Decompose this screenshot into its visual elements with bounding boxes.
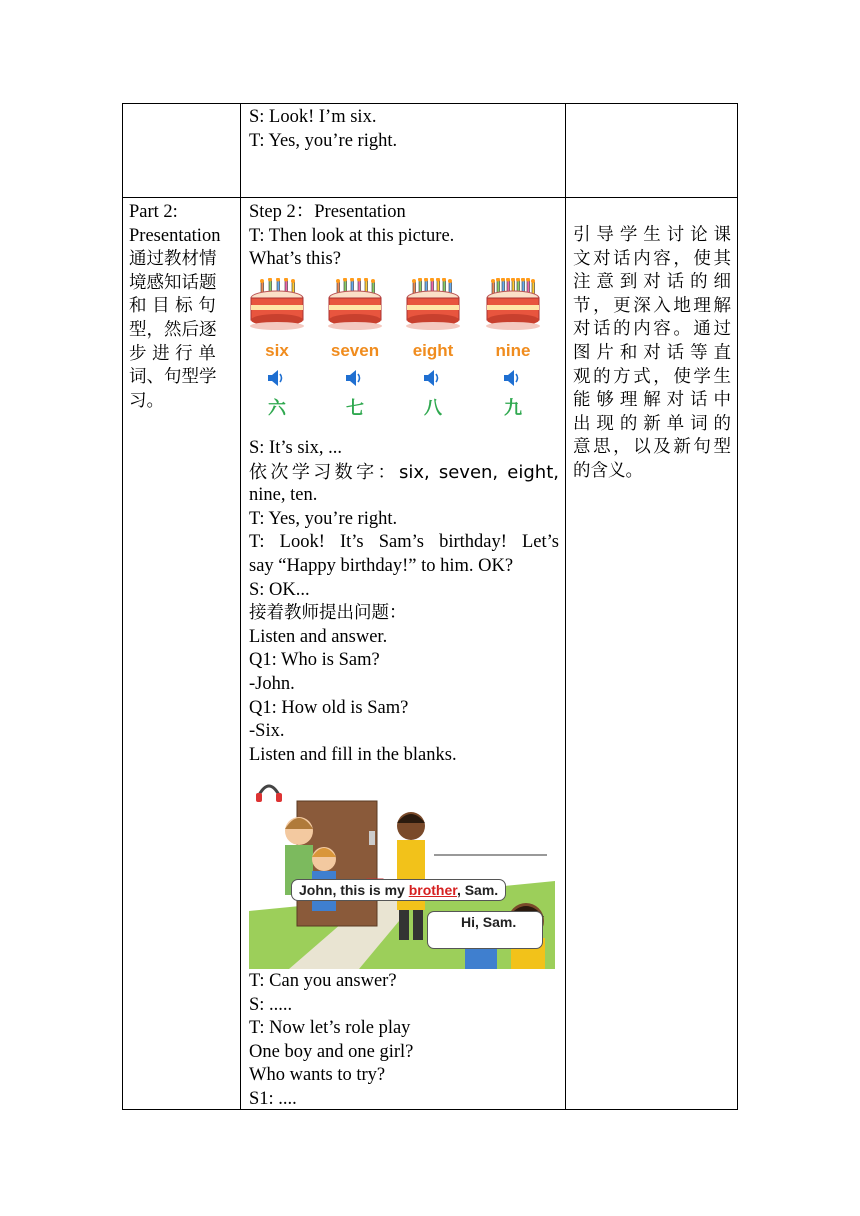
bubble-1-pre: John, this is my bbox=[299, 882, 409, 898]
chinese-number: 七 bbox=[346, 398, 364, 419]
cake-icon bbox=[327, 278, 383, 336]
text-line: T: Then look at this picture. bbox=[249, 225, 455, 246]
text-line: S: ..... bbox=[249, 994, 293, 1015]
step-title: Step 2：Presentation bbox=[249, 202, 406, 222]
text-line: T: Now let’s role play bbox=[249, 1018, 411, 1039]
bubble-1 bbox=[291, 879, 506, 901]
text-line: -John. bbox=[249, 673, 295, 694]
text-line: T: Yes, you’re right. bbox=[249, 130, 398, 151]
intent-line: 出现的新单词的 bbox=[573, 413, 731, 434]
part-desc-line: 境感知话题 bbox=[129, 272, 217, 293]
dialogue-picture bbox=[249, 771, 555, 969]
bubble-1-answer: brother bbox=[408, 882, 457, 898]
text-line: S1: .... bbox=[249, 1088, 297, 1109]
cake-icon bbox=[405, 278, 461, 336]
text-line: S: It’s six, ... bbox=[249, 438, 343, 458]
text-line: S: OK... bbox=[249, 579, 310, 600]
intent-line: 能够理解对话中 bbox=[573, 390, 731, 411]
speaker-icon[interactable] bbox=[265, 368, 287, 388]
part-desc-line: 型，然后逐 bbox=[129, 319, 217, 340]
design-intent bbox=[573, 224, 731, 484]
number-word: six bbox=[265, 341, 289, 360]
part-title: Presentation bbox=[129, 225, 221, 246]
step-content-top bbox=[249, 201, 559, 272]
number-word: nine bbox=[495, 341, 531, 360]
chinese-number: 六 bbox=[268, 398, 286, 419]
step-content-middle bbox=[249, 437, 559, 767]
intent-line: 意思，以及新句型 bbox=[573, 437, 731, 458]
text-line: S: Look! I’m six. bbox=[249, 107, 377, 127]
cake-icon bbox=[249, 278, 305, 336]
cake-six bbox=[249, 278, 305, 419]
step-content-bottom bbox=[249, 970, 559, 1112]
birthday-cakes-picture bbox=[249, 278, 539, 419]
bubble-2-text: Hi, Sam. bbox=[461, 914, 517, 930]
text-line: What’s this? bbox=[249, 249, 341, 270]
intent-line: 引导学生讨论课 bbox=[573, 225, 731, 245]
intent-line: 观的方式，使学生 bbox=[573, 366, 731, 387]
part-desc-line: 习。 bbox=[129, 390, 164, 411]
intent-line: 注意到对话的细 bbox=[573, 272, 731, 293]
text-line: T: Look! It’s Sam’s birthday! Let’s bbox=[249, 532, 559, 553]
text-line: Q1: Who is Sam? bbox=[249, 650, 380, 671]
number-word: eight bbox=[412, 341, 454, 360]
bubble-1-post: , Sam. bbox=[456, 882, 499, 898]
text-line: One boy and one girl? bbox=[249, 1041, 414, 1062]
intent-line: 文对话内容，使其 bbox=[573, 248, 731, 269]
text-line: T: Yes, you’re right. bbox=[249, 508, 398, 529]
column-divider-2 bbox=[565, 103, 566, 1110]
row-divider bbox=[122, 197, 738, 198]
text-line: nine, ten. bbox=[249, 485, 318, 506]
text-line: say “Happy birthday!” to him. OK? bbox=[249, 555, 514, 576]
intent-line: 对话的内容。通过 bbox=[573, 319, 731, 340]
cake-eight bbox=[405, 278, 461, 419]
cake-seven bbox=[327, 278, 383, 419]
bubble-2 bbox=[427, 911, 543, 949]
text-line: Listen and fill in the blanks. bbox=[249, 744, 457, 765]
part-desc-line: 步 进 行 单 bbox=[129, 343, 216, 364]
text-line: 依次学习数字：six, seven, eight, bbox=[249, 461, 559, 483]
text-line: -Six. bbox=[249, 721, 285, 742]
text-line: 接着教师提出问题： bbox=[249, 603, 407, 624]
chinese-number: 八 bbox=[424, 398, 442, 419]
part-desc-line: 通过教材情 bbox=[129, 249, 217, 270]
part-title: Part 2: bbox=[129, 202, 178, 222]
part-desc-line: 和 目 标 句 bbox=[129, 296, 216, 317]
chinese-number: 九 bbox=[504, 398, 522, 419]
table-border-right bbox=[737, 103, 738, 1110]
speaker-icon[interactable] bbox=[501, 368, 523, 388]
column-divider-1 bbox=[240, 103, 241, 1110]
speaker-icon[interactable] bbox=[343, 368, 365, 388]
number-word: seven bbox=[330, 341, 380, 360]
table-border-left bbox=[122, 103, 123, 1110]
intent-line: 的含义。 bbox=[573, 460, 643, 481]
text-line: Who wants to try? bbox=[249, 1065, 386, 1086]
intent-line: 节，更深入地理解 bbox=[573, 295, 731, 316]
cake-icon bbox=[485, 278, 541, 336]
table-border-top bbox=[122, 103, 738, 104]
intent-line: 图片和对话等直 bbox=[573, 342, 731, 363]
lesson-plan-table bbox=[122, 103, 738, 1110]
speaker-icon[interactable] bbox=[421, 368, 443, 388]
text-line: Q1: How old is Sam? bbox=[249, 697, 409, 718]
row1-content bbox=[249, 106, 559, 153]
cake-nine bbox=[485, 278, 541, 419]
text-line: T: Can you answer? bbox=[249, 971, 397, 991]
text-line: Listen and answer. bbox=[249, 626, 388, 647]
part-desc-line: 词、句型学 bbox=[129, 367, 217, 388]
part-label bbox=[129, 201, 234, 413]
